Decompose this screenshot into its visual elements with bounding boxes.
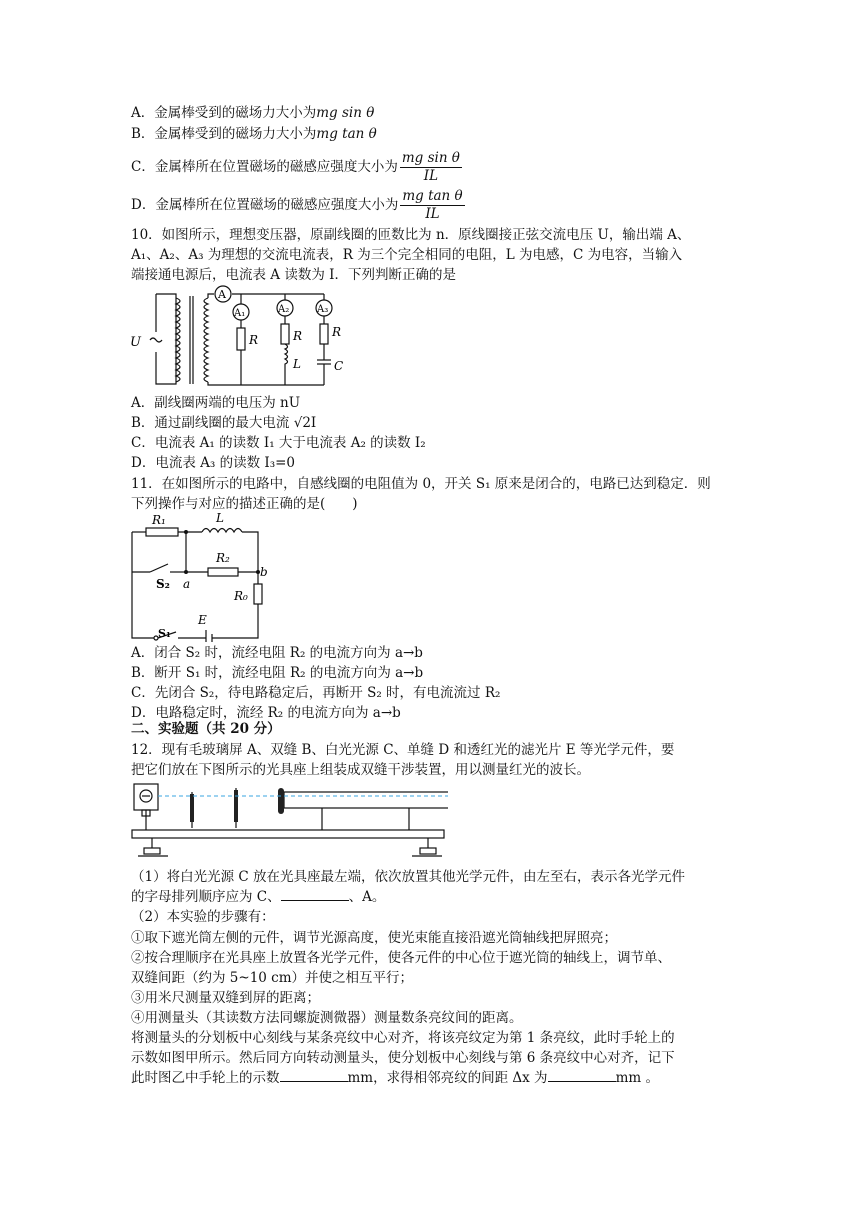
q11-option-a: A．闭合 S₂ 时，流经电阻 R₂ 的电流方向为 a→b <box>131 645 423 661</box>
label-r0: R₀ <box>234 589 248 603</box>
q12-text-line2: 示数如图甲所示。然后同方向转动测量头，使分划板中心刻线与第 6 条亮纹中心对齐，记下 <box>131 1050 675 1066</box>
numerator: mg tan θ <box>402 188 463 204</box>
label-e: E <box>198 613 207 627</box>
q12-step1: ①取下遮光筒左侧的元件，调节光源高度，使光束能直接沿遮光筒轴线把屏照亮； <box>131 930 617 946</box>
label-s1: S₁ <box>158 627 171 640</box>
slit-element <box>234 790 238 822</box>
q12-step4: ④用测量头（其读数方法同螺旋测微器）测量数条亮纹间的距离。 <box>131 1010 523 1026</box>
label-a: A <box>218 288 226 301</box>
q10-stem-line3: 端接通电源后，电流表 A 读数为 I．下列判断正确的是 <box>131 267 456 283</box>
text: 、A。 <box>348 889 386 905</box>
q10-option-d: D．电流表 A₃ 的读数 I₃=0 <box>131 455 296 471</box>
formula: mg tan θ <box>316 126 377 142</box>
q10-stem-line1: 10．如图所示，理想变压器，原副线圈的匝数比为 n．原线圈接正弦交流电压 U，输出端 A、 <box>131 227 691 243</box>
option-text: C．金属棒所在位置磁场的磁感应强度大小为 <box>131 159 398 175</box>
q12-part1-line2 <box>131 888 385 906</box>
option-text: B．金属棒受到的磁场力大小为 <box>131 126 317 142</box>
q12-text-line3 <box>131 1069 659 1087</box>
label-u: U <box>130 335 141 350</box>
label-a2: A₂ <box>278 304 290 315</box>
q10-option-a: A．副线圈两端的电压为 nU <box>131 395 301 411</box>
denominator: IL <box>423 168 439 184</box>
q10-transformer-circuit-diagram <box>128 284 358 392</box>
q12-step2-line2: 双缝间距（约为 5~10 cm）并使之相互平行； <box>131 970 414 986</box>
q12-optical-bench-diagram <box>128 780 448 866</box>
label-r1: R <box>249 333 259 347</box>
q10-option-c: C．电流表 A₁ 的读数 I₁ 大于电流表 A₂ 的读数 I₂ <box>131 435 426 451</box>
label-r1: R₁ <box>152 513 166 527</box>
q11-option-d: D．电路稳定时，流经 R₂ 的电流方向为 a→b <box>131 705 401 721</box>
q11-stem-line1: 11．在如图所示的电路中，自感线圈的电阻值为 0，开关 S₁ 原来是闭合的，电路已达到稳定．则 <box>131 476 711 492</box>
q9-option-b <box>131 125 377 143</box>
label-b: b <box>260 565 268 579</box>
label-l: L <box>216 512 224 525</box>
q11-circuit-diagram <box>128 512 273 642</box>
q12-step2-line1: ②按合理顺序在光具座上放置各光学元件，使各元件的中心位于遮光筒的轴线上，调节单、 <box>131 950 671 966</box>
formula: mg sin θ <box>316 105 375 121</box>
text: 此时图乙中手轮上的示数 <box>131 1070 280 1086</box>
section-title: 二、实验题（共 20 分） <box>131 721 281 737</box>
label-r2: R <box>293 329 303 343</box>
label-a: a <box>183 577 191 591</box>
answer-blank[interactable] <box>281 888 349 901</box>
denominator: IL <box>425 206 440 222</box>
label-r3: R <box>332 325 342 339</box>
option-text: A．金属棒受到的磁场力大小为 <box>131 105 317 121</box>
label-c: C <box>334 359 344 373</box>
answer-blank[interactable] <box>548 1069 616 1082</box>
label-s2: S₂ <box>156 577 170 591</box>
label-a3: A₃ <box>317 304 329 315</box>
q12-text-line1: 将测量头的分划板中心刻线与某条亮纹中心对齐，将该亮纹定为第 1 条亮纹，此时手轮上的 <box>131 1030 675 1046</box>
label-a1: A₁ <box>234 308 246 319</box>
q12-part1-line1: （1）将白光光源 C 放在光具座最左端，依次放置其他光学元件，由左至右，表示各光学元件 <box>131 869 685 885</box>
q11-option-c: C．先闭合 S₂，待电路稳定后，再断开 S₂ 时，有电流流过 R₂ <box>131 685 501 701</box>
text: mm，求得相邻亮纹的间距 Δx 为 <box>347 1070 548 1086</box>
label-l: L <box>293 357 301 371</box>
option-text: D．金属棒所在位置磁场的磁感应强度大小为 <box>131 197 399 213</box>
text: 的字母排列顺序应为 C、 <box>131 889 281 905</box>
tube-end <box>278 788 284 814</box>
q12-step3: ③用米尺测量双缝到屏的距离； <box>131 990 320 1006</box>
fraction <box>400 150 462 185</box>
q12-stem-line2: 把它们放在下图所示的光具座上组装成双缝干涉装置，用以测量红光的波长。 <box>131 762 590 778</box>
filter-element <box>190 794 194 822</box>
q9-option-a <box>131 104 374 122</box>
label-r2: R₂ <box>216 551 230 565</box>
fraction <box>400 188 464 223</box>
q12-part2: （2）本实验的步骤有： <box>131 909 275 925</box>
answer-blank[interactable] <box>280 1069 348 1082</box>
q10-option-b: B．通过副线圈的最大电流 √2I <box>131 415 317 431</box>
q9-option-c <box>131 150 464 185</box>
text: mm 。 <box>615 1070 659 1086</box>
numerator: mg sin θ <box>401 150 460 166</box>
q10-stem-line2: A₁、A₂、A₃ 为理想的交流电流表，R 为三个完全相同的电阻，L 为电感，C 为电容，当输入 <box>131 247 683 263</box>
q9-option-d <box>131 188 467 223</box>
q12-stem-line1: 12．现有毛玻璃屏 A、双缝 B、白光光源 C、单缝 D 和透红光的滤光片 E 等光学元件，要 <box>131 742 675 758</box>
q11-option-b: B．断开 S₁ 时，流经电阻 R₂ 的电流方向为 a→b <box>131 665 424 681</box>
q11-stem-line2: 下列操作与对应的描述正确的是( ) <box>131 496 358 512</box>
